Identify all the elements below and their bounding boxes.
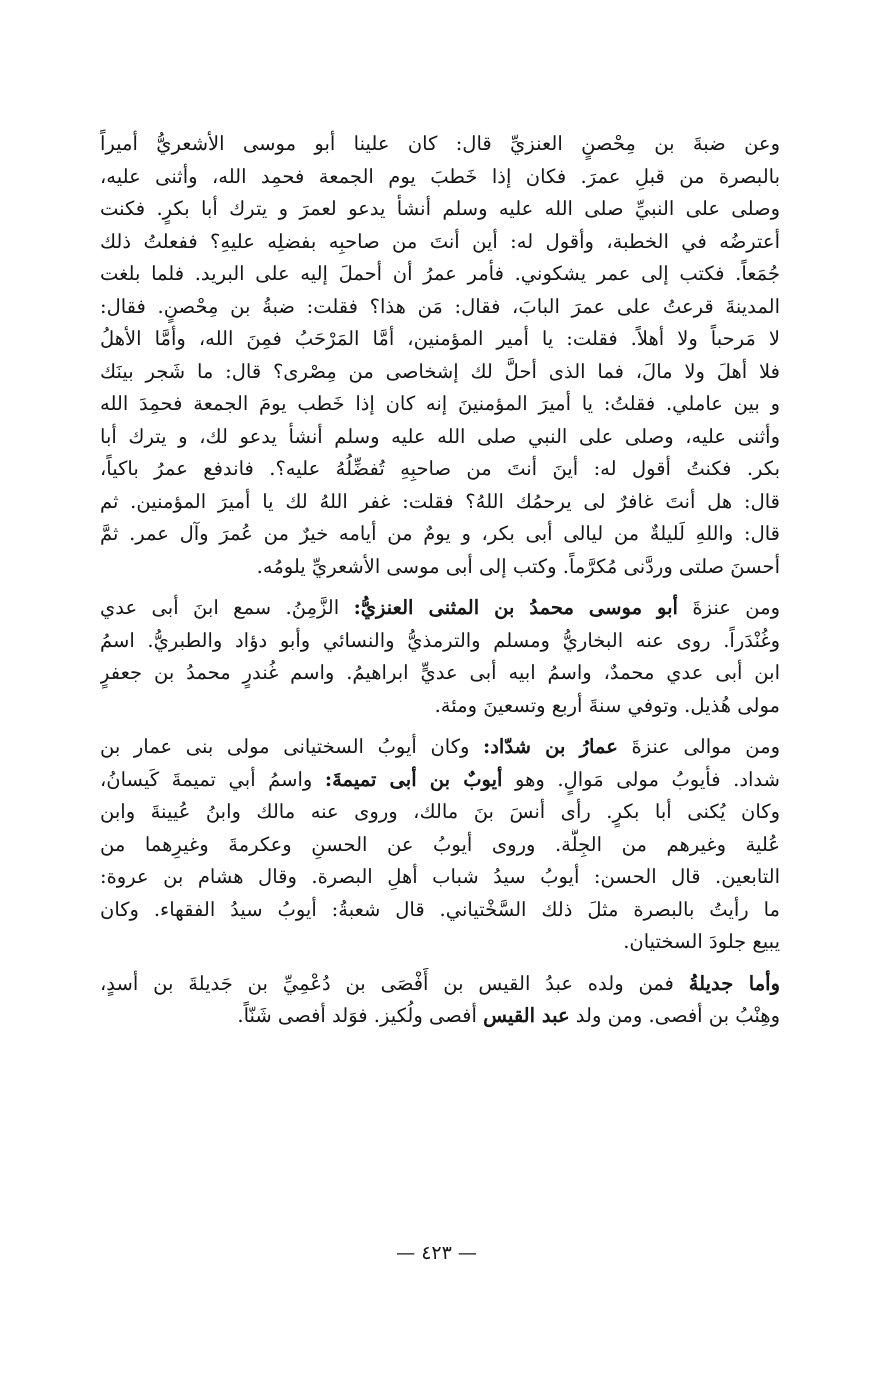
text-line: مولى هُذيل. وتوفي سنةَ أربع وتسعينَ ومئة.	[434, 693, 780, 717]
text-line: ابن أبى عدي محمدٌ، واسمُ ابيه أبى عديٍّ ابراهيمُ. واسم غُندرٍ محمدُ بن جعفرٍ	[100, 661, 780, 684]
text-line: يبيع جلودَ السختيان.	[623, 930, 780, 953]
text-line: عُلية وغيرهم من الجِلَّة. وروى أيوبُ عن الحسنِ وعكرمةَ وغيرِهما من	[100, 832, 780, 856]
text-line: جُمَعاً. فكتب إلى عمر يشكوني. فأمر عمرُ أن أحملَ إليه على البريد. فلما بلغت	[100, 262, 780, 285]
text-line: أعترضُه في الخطبة، وأقول له: أين أنتَ من صاحبِه بفضلِه عليهِ؟ ففعلتُ ذلك	[100, 229, 780, 253]
text-line: أحسنَ صلتى وردَّنى مُكرَّماً. وكتب إلى أبى موسى الأشعريِّ يلومُه.	[256, 554, 780, 578]
text-line: ومن موالى عنزةَ عمارُ بن شدّاد: وكان أيوبُ السختيانى مولى بنى عمار بن	[100, 735, 780, 758]
bold-name: أيوبٌ بن أبى تميمةَ:	[324, 767, 503, 791]
text-line: وكان يُكنى أبا بكرٍ. رأى أنسَ بنَ مالك، وروى عنه مالك وابنُ عُيينةَ وابن	[100, 800, 780, 823]
paragraph-jadila	[100, 968, 780, 1033]
text-line: وأثنى عليه، وصلى على النبي صلى الله عليه وسلم أنشأ يدعو لك، و يترك أبا	[100, 424, 780, 448]
paragraph-abu-musa-muhammad	[100, 592, 780, 722]
text-line: المدينةَ قرعتُ على عمرَ البابَ، فقال: مَن هذا؟ فقلت: ضبةُ بن مِحْصنٍ. فقال:	[100, 294, 780, 318]
bold-name: عبد القيس	[483, 1004, 570, 1027]
page-number: — ٤٢٣ —	[396, 1242, 477, 1264]
text-line: وغُنْدَراً. روى عنه البخاريُّ ومسلم والترمذيُّ والنسائي وأبو دؤاد والطبريُّ. اسمُ	[100, 628, 780, 652]
text-line: قال: هل أنتَ غافرٌ لى يرحمُك اللهُ؟ فقلت: غفر اللهُ لك يا أميرَ المؤمنين. ثم	[100, 489, 780, 513]
text-line: و بين عاملي. فقلتُ: يا أميرَ المؤمنينَ إنه كان إذا خَطب يومَ الجمعة فحمِدَ الله	[100, 392, 780, 415]
paragraph-dabba-ibn-mihsan	[100, 128, 780, 583]
text-line: ومن عنزةَ أبو موسى محمدُ بن المثنى العنزيُّ: الزَّمِنُ. سمع ابنَ أبى عدي	[100, 596, 780, 619]
text-line: وصلى على النبيِّ صلى الله عليه وسلم أنشأ يدعو لعمرَ و يترك أبا بكرٍ. فكنت	[100, 197, 780, 220]
text-line: بالبصرة من قبلِ عمرَ. فكان إذا خَطبَ يوم الجمعة فحمِد الله، وأثنى عليه،	[100, 164, 780, 188]
bold-name: عمارُ بن شدّاد:	[483, 735, 618, 758]
book-page-body	[100, 128, 780, 1042]
bold-name: وأما جديلةُ	[688, 971, 780, 995]
text-line: قال: واللهِ لَليلةٌ من ليالى أبى بكر، و يومٌ من أيامه خيرٌ من عُمرَ وآل عمر. ثمَّ	[100, 522, 780, 545]
text-line: وعن ضبةَ بن مِحْصنٍ العنزيِّ قال: كان علينا أبو موسى الأشعريُّ أميراً	[100, 132, 780, 155]
text-line: التابعين. قال الحسن: أيوبُ سيدُ شباب أهلِ البصرة. وقال هشام بن عروة:	[100, 865, 780, 888]
bold-name: أبو موسى محمدُ بن المثنى العنزيُّ:	[353, 596, 678, 619]
text-line: ما رأيتُ بالبصرة مثلَ ذلك السَّخْتياني. قال شعبةُ: أيوبُ سيدُ الفقهاء. وكان	[100, 897, 780, 921]
text-line: بكر. فكنتُ أقول له: أينَ أنتَ من صاحبِهِ تُفضِّلُهُ عليه؟. فاندفع عمرُ باكياً،	[100, 457, 780, 480]
text-line: شداد. فأيوبُ مولى مَوالٍ. وهو أيوبٌ بن أبى تميمةَ: واسمُ أبي تميمةَ كَيسانُ،	[100, 767, 780, 791]
text-line: فلا أهلَ ولا مالَ، فما الذى أحلَّ لك إشخاصى من مِصْرى؟ قال: ما شَجر بينَك	[100, 359, 780, 383]
text-line: لا مَرحباً ولا أهلاً. فقلت: يا أمير المؤمنين، أمَّا المَرْحَبُ فمِنَ الله، وأمَّا الأهلُ	[100, 327, 780, 350]
text-line: وأما جديلةُ فمن ولده عبدُ القيس بن أَفْصَى بن دُعْمِيِّ بن جَديلةَ بن أسدٍ،	[100, 971, 780, 995]
paragraph-ammar-ibn-shaddad	[100, 731, 780, 959]
text-line: وهِنْبُ بن أفصى. ومن ولد عبد القيس أفصى ولُكيز. فوَلد أفصى شَنّاً.	[237, 1004, 780, 1027]
